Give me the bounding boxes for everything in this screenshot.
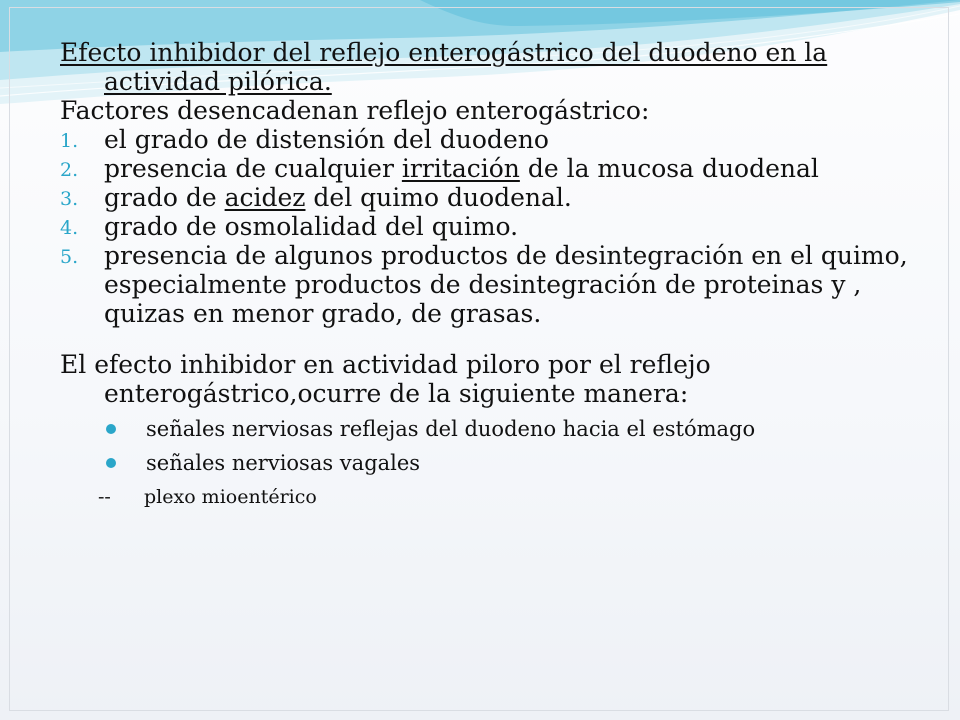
underlined-term: irritación xyxy=(401,154,520,183)
list-item: 1. el grado de distensión del duodeno xyxy=(60,125,549,154)
factors-list xyxy=(60,125,910,328)
bullet-icon xyxy=(106,424,116,434)
list-number: 1. xyxy=(60,130,79,152)
list-item: señales nerviosas vagales xyxy=(60,446,910,480)
list-item: 5. presencia de algunos productos de desintegración en el quimo, especialmente productos de desintegración de proteinas y , quizas en menor grado, de grasas. xyxy=(60,241,908,328)
list-number: 3. xyxy=(60,188,79,210)
list-number: 2. xyxy=(60,159,79,181)
effect-paragraph: El efecto inhibidor en actividad piloro por el reflejo enterogástrico,ocurre de la siguiente manera: xyxy=(60,350,711,408)
mechanism-list xyxy=(60,412,910,480)
sub-item: -- plexo mioentérico xyxy=(60,482,910,512)
dash-marker: -- xyxy=(98,486,111,508)
list-item: 3. grado de acidez del quimo duodenal. xyxy=(60,183,572,212)
list-item: 4. grado de osmolalidad del quimo. xyxy=(60,212,519,241)
underlined-term: acidez xyxy=(224,183,306,212)
slide-content xyxy=(60,38,910,512)
factors-heading: Factores desencadenan reflejo enterogástrico: xyxy=(60,96,650,125)
slide-title: Efecto inhibidor del reflejo enterogástrico del duodeno en la actividad pilórica. xyxy=(60,38,828,96)
list-item: señales nerviosas reflejas del duodeno hacia el estómago xyxy=(60,412,910,446)
list-number: 5. xyxy=(60,246,79,268)
list-number: 4. xyxy=(60,217,79,239)
list-item: 2. presencia de cualquier irritación de la mucosa duodenal xyxy=(60,154,819,183)
bullet-icon xyxy=(106,458,116,468)
